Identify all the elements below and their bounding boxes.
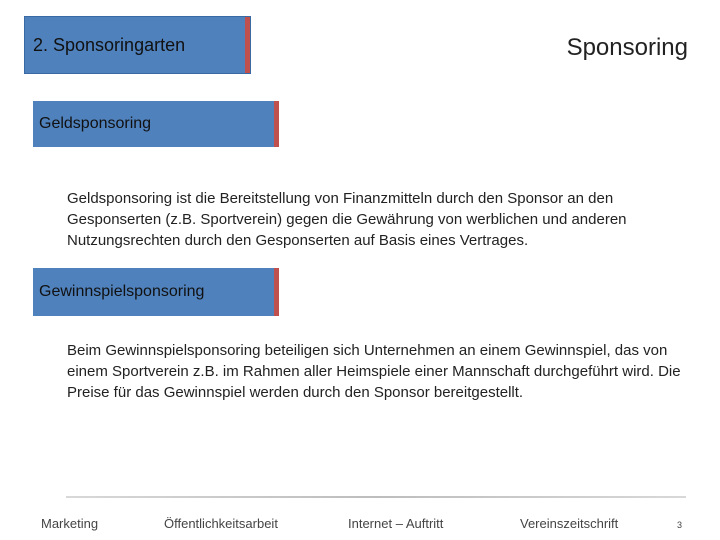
- gewinnspielsponsoring-heading-chip: [33, 268, 279, 316]
- footer-item-vereinszeitschrift: Vereinszeitschrift: [520, 516, 619, 531]
- footer-divider: [66, 496, 686, 498]
- footer-item-marketing: Marketing: [41, 516, 99, 531]
- section-label: 2. Sponsoringarten: [33, 34, 186, 55]
- footer-item-oeffentlichkeitsarbeit: Öffentlichkeitsarbeit: [164, 516, 278, 531]
- geldsponsoring-heading: Geldsponsoring: [39, 115, 152, 132]
- gewinnspielsponsoring-heading: Gewinnspielsponsoring: [39, 283, 205, 300]
- section-label-chip: [24, 16, 251, 74]
- geldsponsoring-heading-chip: [33, 101, 279, 147]
- gewinnspielsponsoring-paragraph: Beim Gewinnspielsponsoring beteiligen sich Unternehmen an einem Gewinnspiel, das von einem Sportverein z.B. im Rahmen aller Heimspiele einer Mannschaft durchgeführt wird. Die Preise für das Gewinnspiel werden durch den Sponsor bereitgestellt.: [67, 342, 681, 401]
- page-number: 3: [677, 520, 683, 530]
- slide-title: Sponsoring: [566, 34, 688, 61]
- geldsponsoring-paragraph: Geldsponsoring ist die Bereitstellung von Finanzmitteln durch den Sponsor an den Gesponserten (z.B. Sportverein) gegen die Gewährung von werblichen und anderen Nutzungsrechten durch den Gesponserten auf Basis eines Vertrages.: [67, 190, 627, 249]
- footer-item-internet-auftritt: Internet – Auftritt: [348, 516, 444, 531]
